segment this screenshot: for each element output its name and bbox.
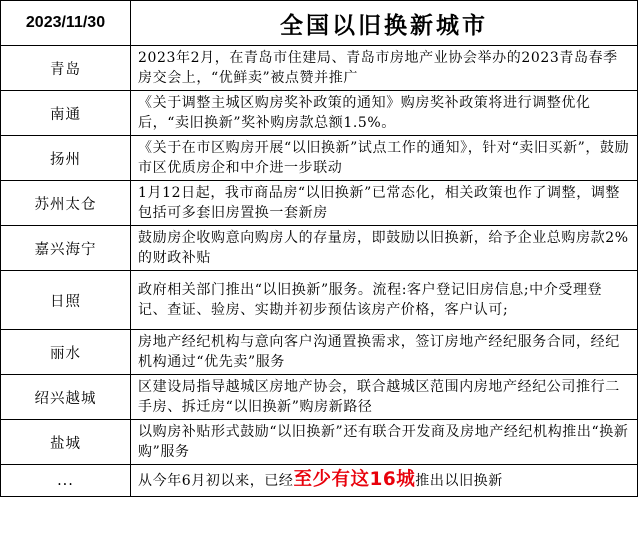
- table-row: [1, 375, 638, 420]
- table-row: [1, 271, 638, 330]
- description-cell: [131, 375, 638, 420]
- description-text: 《关于调整主城区购房奖补政策的通知》购房奖补政策将进行调整优化后，“卖旧换新”奖补购房款总额1.5%。: [138, 95, 591, 131]
- description-text: 区建设局指导越城区房地产协会，联合越城区范围内房地产经纪公司推行二手房、拆迁房“以旧换新”购房新路径: [138, 379, 620, 415]
- description-text: 政府相关部门推出“以旧换新”服务。流程:客户登记旧房信息;中介受理登记、查证、验房、实勘并初步预估该房产价格，客户认可;: [138, 282, 603, 318]
- table-row: [1, 181, 638, 226]
- description-text: 1月12日起，我市商品房“以旧换新”已常态化，相关政策也作了调整，调整包括可多套旧房置换一套新房: [138, 185, 621, 221]
- summary-prefix: 从今年6月初以来，已经: [138, 473, 294, 489]
- table-row: [1, 46, 638, 91]
- table-row: [1, 226, 638, 271]
- city-cell: 南通: [1, 91, 131, 136]
- city-cell: 丽水: [1, 330, 131, 375]
- summary-suffix: 推出以旧换新: [415, 473, 503, 489]
- city-cell-ellipsis: ...: [1, 465, 131, 497]
- description-cell: [131, 181, 638, 226]
- description-text: 2023年2月，在青岛市住建局、青岛市房地产业协会举办的2023青岛春季房交会上，“优鲜卖”被点赞并推广: [138, 50, 618, 86]
- city-cell: 嘉兴海宁: [1, 226, 131, 271]
- city-cell: 扬州: [1, 136, 131, 181]
- table-row: [1, 330, 638, 375]
- summary-line: [138, 470, 631, 491]
- description-text: 《关于在市区购房开展“以旧换新”试点工作的通知》，针对“卖旧买新”，鼓励市区优质房企和中介进一步联动: [138, 140, 630, 176]
- city-cell: 苏州太仓: [1, 181, 131, 226]
- description-cell: [131, 226, 638, 271]
- description-cell: [131, 420, 638, 465]
- table-row: [1, 420, 638, 465]
- city-cell: 日照: [1, 271, 131, 330]
- city-cell: 绍兴越城: [1, 375, 131, 420]
- summary-highlight: 至少有这16城: [293, 469, 416, 490]
- description-text: 房地产经纪机构与意向客户沟通置换需求，签订房地产经纪服务合同，经纪机构通过“优先卖”服务: [138, 334, 620, 370]
- description-cell: [131, 46, 638, 91]
- header-row: [1, 1, 638, 46]
- table-row: [1, 136, 638, 181]
- header-title: 全国以旧换新城市: [131, 1, 638, 46]
- summary-cell: [131, 465, 638, 497]
- description-text: 鼓励房企收购意向购房人的存量房，即鼓励以旧换新，给予企业总购房款2%的财政补贴: [138, 230, 629, 266]
- description-cell: [131, 271, 638, 330]
- city-cell: 盐城: [1, 420, 131, 465]
- description-text: 以购房补贴形式鼓励“以旧换新”还有联合开发商及房地产经纪机构推出“换新购”服务: [138, 424, 629, 460]
- summary-row: [1, 465, 638, 497]
- description-cell: [131, 91, 638, 136]
- city-cell: 青岛: [1, 46, 131, 91]
- table-row: [1, 91, 638, 136]
- description-cell: [131, 330, 638, 375]
- header-date: 2023/11/30: [1, 1, 131, 46]
- description-cell: [131, 136, 638, 181]
